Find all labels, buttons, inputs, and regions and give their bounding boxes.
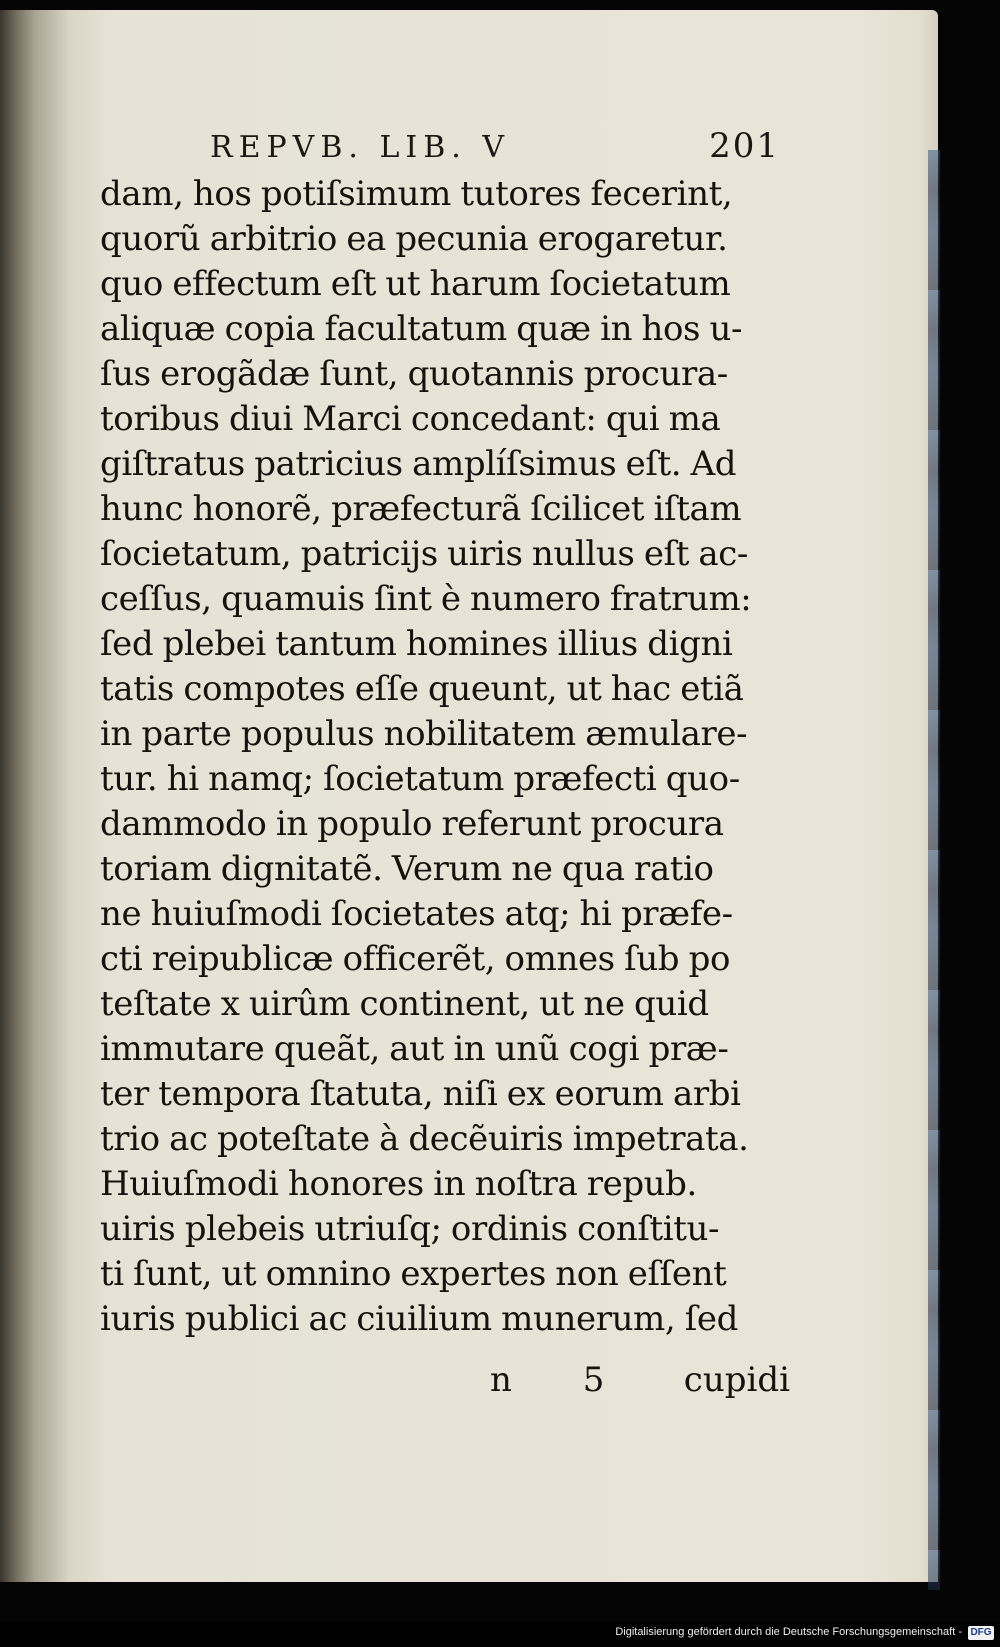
- text-line: tatis compotes eſſe queunt, ut hac etiã: [100, 669, 744, 709]
- text-line: toriam dignitatẽ. Verum ne qua ratio: [100, 849, 714, 889]
- text-line: cti reipublicæ officerẽt, omnes ſub po: [100, 939, 731, 979]
- running-head-title: REPVB. LIB. V: [210, 130, 511, 165]
- text-line: ceſſus, quamuis ſint è numero fratrum:: [100, 579, 752, 619]
- catchword: cupidi: [683, 1360, 790, 1400]
- text-line: ſed plebei tantum homines illius digni: [100, 624, 733, 664]
- running-head: [210, 126, 780, 172]
- text-line: dammodo in populo referunt procura: [100, 804, 724, 844]
- page-edge: [928, 150, 940, 1590]
- body-text: [100, 172, 790, 1342]
- text-line: ter tempora ſtatuta, niſi ex eorum arbi: [100, 1074, 741, 1114]
- text-line: hunc honorẽ, præfecturã ſcilicet iſtam: [100, 489, 742, 529]
- text-line: toribus diui Marci concedant: qui ma: [100, 399, 721, 439]
- text-line: quorũ arbitrio ea pecunia erogaretur.: [100, 219, 728, 259]
- signature-mark: n 5: [490, 1360, 635, 1400]
- text-line: quo effectum eſt ut harum ſocietatum: [100, 264, 731, 304]
- funding-credit: Digitalisierung gefördert durch die Deutsche Forschungsgemeinschaft -: [615, 1626, 962, 1638]
- page-number: 201: [709, 126, 780, 166]
- text-line: dam, hos potiſsimum tutores fecerint,: [100, 174, 733, 214]
- dfg-logo: DFG: [968, 1626, 994, 1640]
- catchline: [100, 1360, 790, 1405]
- text-line: immutare queãt, aut in unũ cogi præ-: [100, 1029, 729, 1069]
- text-line: Huiuſmodi honores in noſtra repub.: [100, 1164, 697, 1204]
- text-line: ti ſunt, ut omnino expertes non eſſent: [100, 1254, 727, 1294]
- text-line: iuris publici ac ciuilium munerum, ſed: [100, 1299, 738, 1339]
- text-line: ne huiuſmodi ſocietates atq; hi præfe-: [100, 894, 733, 934]
- text-line: giſtratus patricius amplíſsimus eſt. Ad: [100, 444, 737, 484]
- book-page: [0, 10, 938, 1582]
- text-line: ſocietatum, patricijs uiris nullus eſt ac-: [100, 534, 749, 574]
- text-line: trio ac poteſtate à decẽuiris impetrata.: [100, 1119, 749, 1159]
- text-line: aliquæ copia facultatum quæ in hos u-: [100, 309, 743, 349]
- text-line: uiris plebeis utriuſq; ordinis conſtitu-: [100, 1209, 720, 1249]
- text-line: teſtate x uirûm continent, ut ne quid: [100, 984, 709, 1024]
- text-line: in parte populus nobilitatem æmulare-: [100, 714, 748, 754]
- footer-bar: [0, 1622, 1000, 1647]
- text-line: tur. hi namq; ſocietatum præfecti quo-: [100, 759, 740, 799]
- text-line: ſus erogãdæ ſunt, quotannis procura-: [100, 354, 728, 394]
